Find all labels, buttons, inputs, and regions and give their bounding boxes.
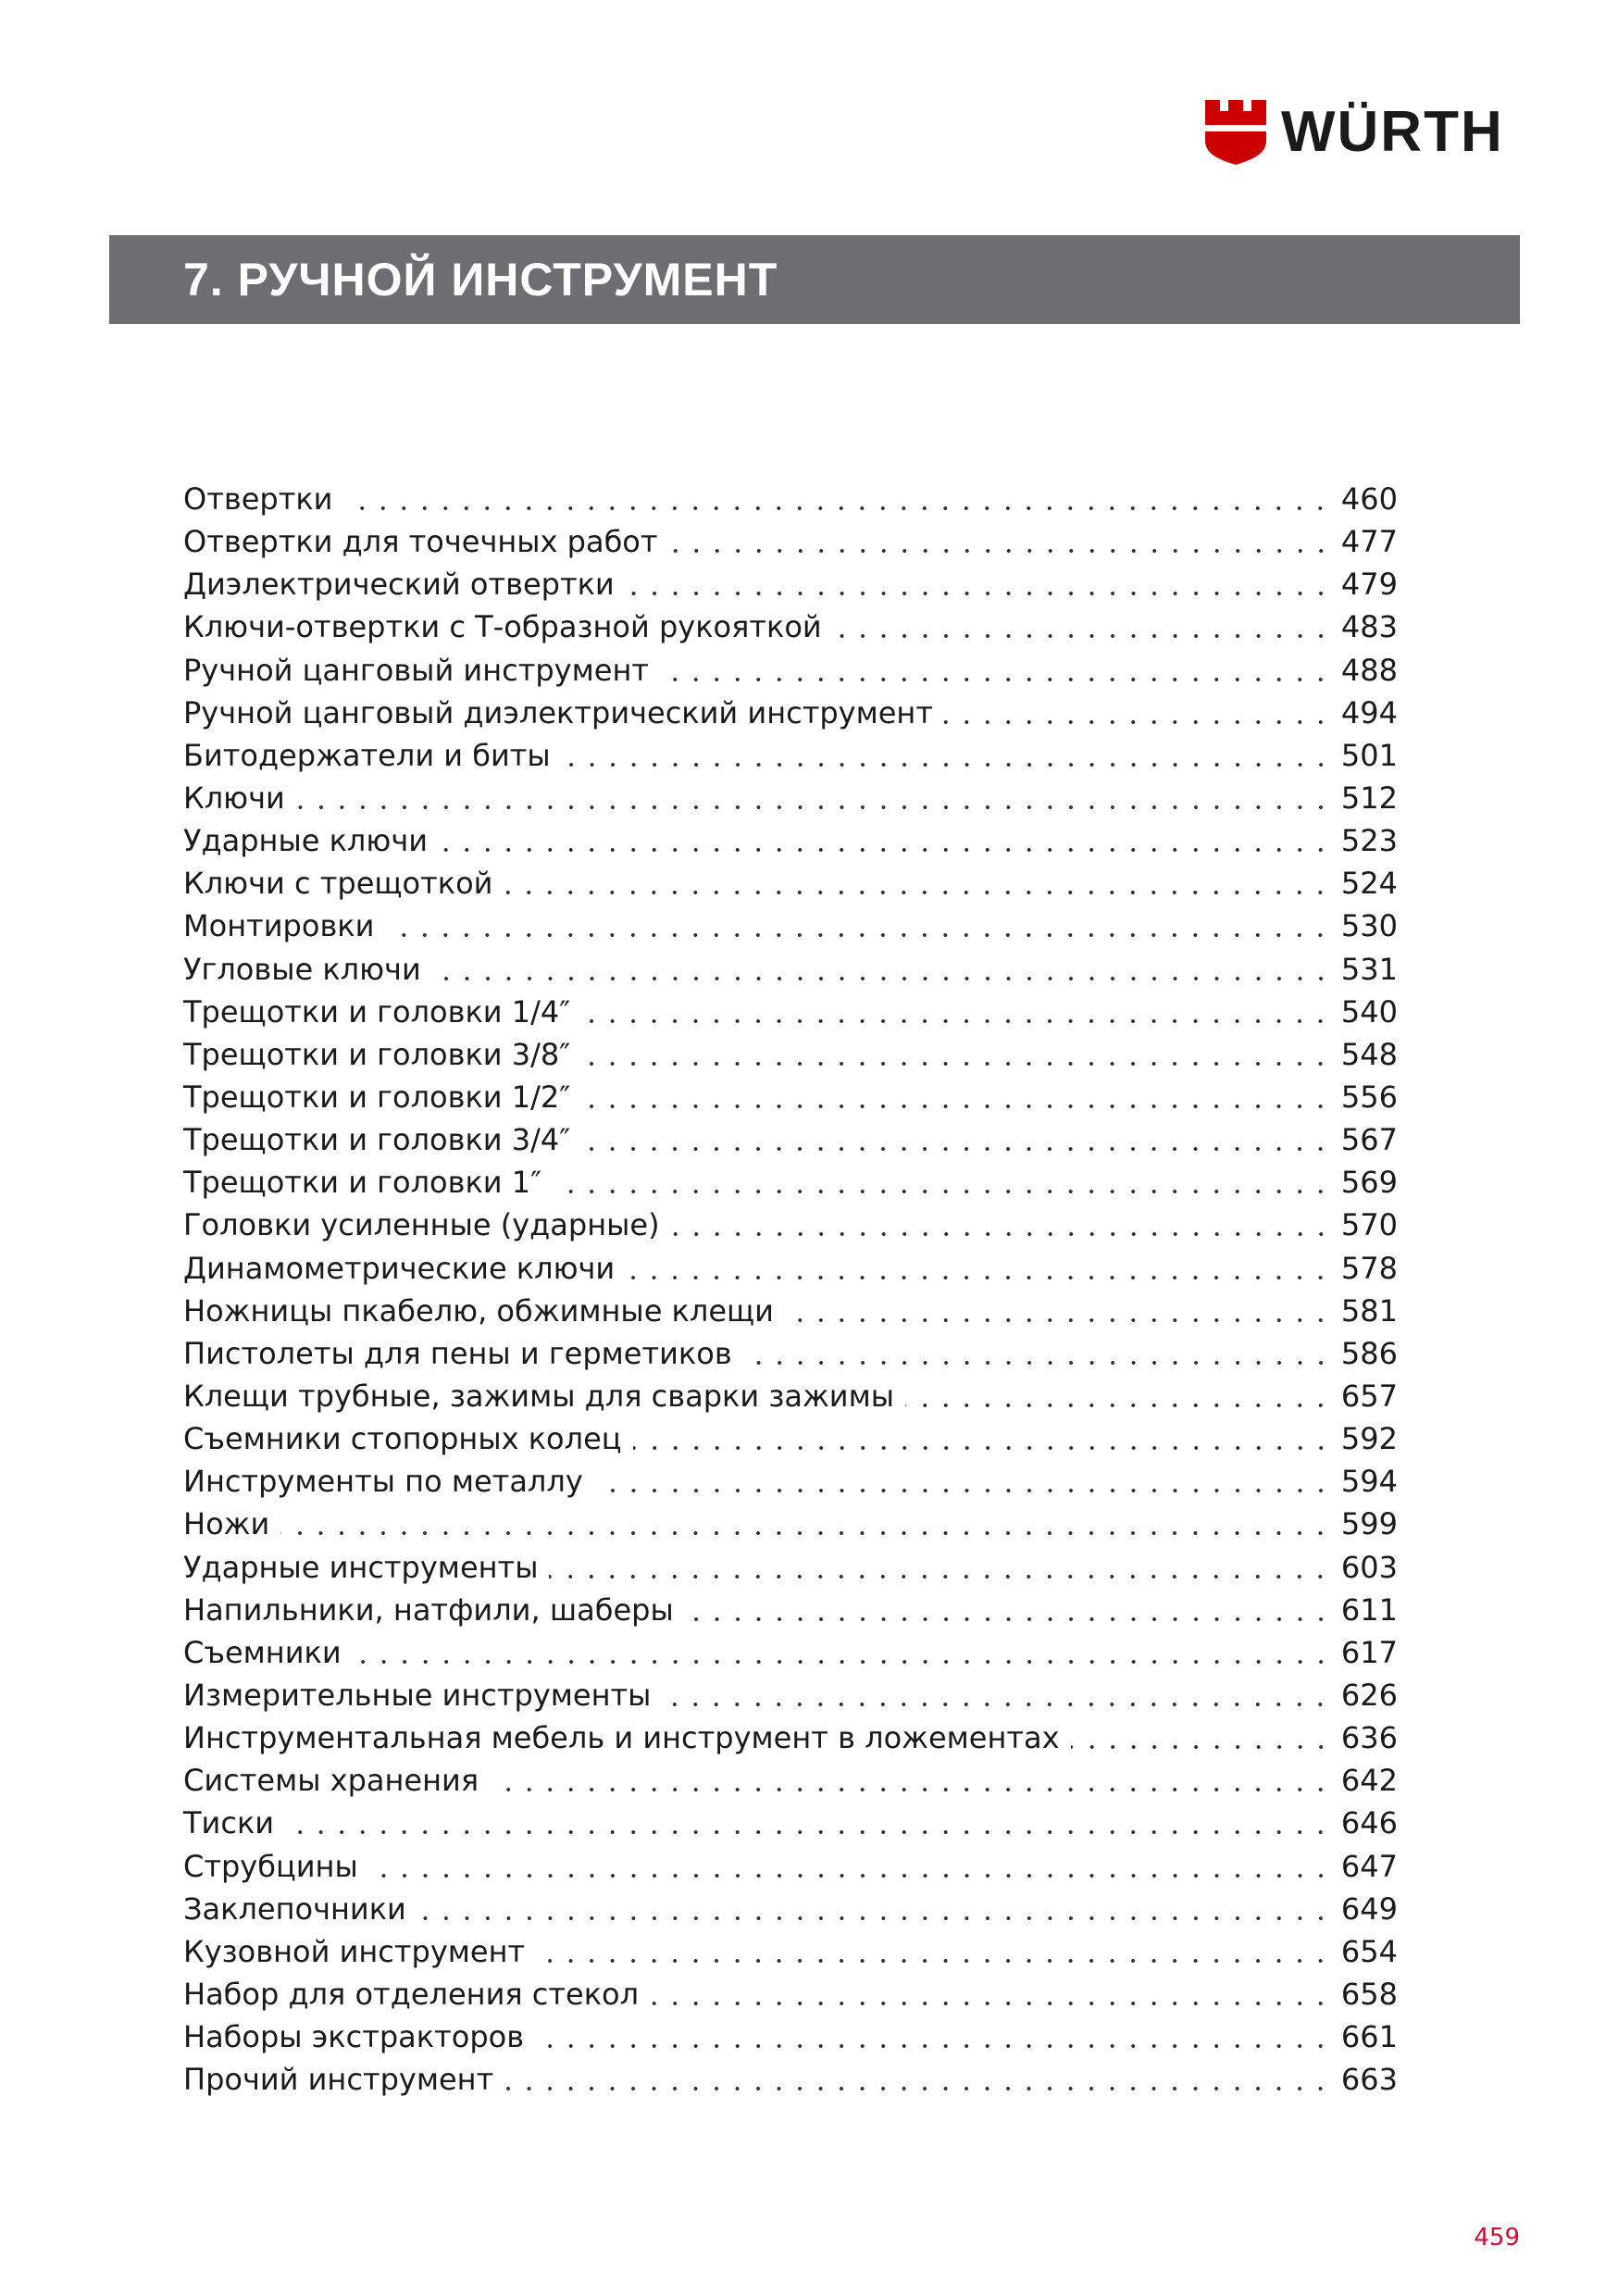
toc-entry-page: 483 [1340,609,1398,645]
toc-entry-label: Ударные инструменты [183,1549,539,1585]
toc-entry-page: 617 [1340,1634,1398,1670]
toc-dot-leader [833,634,1331,638]
toc-entry-page: 661 [1340,2019,1398,2055]
toc-entry[interactable] [183,1076,1398,1118]
toc-entry-page: 646 [1340,1805,1398,1841]
toc-entry-page: 460 [1340,481,1398,518]
toc-entry[interactable] [183,991,1398,1033]
toc-entry[interactable] [183,1375,1398,1417]
toc-entry-page: 479 [1340,567,1398,603]
toc-dot-leader [581,1104,1331,1108]
toc-dot-leader [369,1874,1331,1878]
toc-entry-page: 642 [1340,1763,1398,1799]
toc-entry-page: 501 [1340,737,1398,773]
toc-entry-page: 654 [1340,1933,1398,1969]
toc-entry[interactable] [183,777,1398,819]
toc-entry[interactable] [183,1674,1398,1716]
toc-dot-leader [685,1617,1331,1621]
toc-dot-leader [650,2002,1331,2005]
toc-dot-leader [535,2044,1331,2048]
toc-dot-leader [743,1361,1331,1365]
toc-entry-label: Монтировки [183,908,375,944]
toc-entry-label: Клещи трубные, зажимы для сварки зажимы [183,1379,894,1415]
toc-dot-leader [669,549,1331,553]
toc-dot-leader [549,1575,1331,1578]
toc-entry[interactable] [183,1930,1398,1973]
toc-entry-label: Ручной цанговый диэлектрический инструмент [183,694,933,730]
toc-entry-page: 658 [1340,1976,1398,2012]
page-number: 459 [1474,2224,1520,2252]
toc-entry[interactable] [183,1460,1398,1503]
toc-dot-leader [536,1959,1331,1963]
toc-entry[interactable] [183,862,1398,905]
toc-entry[interactable] [183,2058,1398,2101]
toc-entry[interactable] [183,649,1398,692]
toc-entry[interactable] [183,1589,1398,1631]
toc-entry-page: 556 [1340,1079,1398,1116]
toc-dot-leader [385,933,1331,937]
toc-entry[interactable] [183,1716,1398,1759]
toc-entry-label: Струбцины [183,1848,358,1884]
toc-entry[interactable] [183,1033,1398,1076]
toc-entry-label: Трещотки и головки 1/2″ [183,1079,571,1116]
toc-entry[interactable] [183,1631,1398,1674]
toc-dot-leader [343,506,1331,510]
toc-entry-label: Ударные ключи [183,823,429,859]
section-banner [109,235,1520,324]
toc-entry-page: 636 [1340,1720,1398,1756]
toc-entry-label: Инструментальная мебель и инструмент в ложементах [183,1720,1060,1756]
toc-entry[interactable] [183,1247,1398,1290]
toc-entry-label: Системы хранения [183,1763,479,1799]
toc-entry-page: 592 [1340,1421,1398,1457]
toc-entry-page: 570 [1340,1207,1398,1243]
toc-entry-label: Съемники стопорных колец [183,1421,622,1457]
toc-entry-label: Динамометрические ключи [183,1250,616,1286]
toc-entry[interactable] [183,1973,1398,2015]
toc-dot-leader [626,1276,1331,1279]
toc-entry-page: 647 [1340,1848,1398,1884]
toc-entry-page: 603 [1340,1549,1398,1585]
toc-dot-leader [633,1446,1331,1450]
toc-entry-label: Ножницы пкабелю, обжимные клещи [183,1292,774,1329]
toc-dot-leader [353,1660,1331,1664]
toc-entry-label: Съемники [183,1634,342,1670]
toc-entry-page: 626 [1340,1678,1398,1713]
toc-entry[interactable] [183,563,1398,605]
toc-entry-page: 531 [1340,951,1398,987]
toc-entry-page: 649 [1340,1890,1398,1927]
toc-entry-label: Тиски [183,1805,275,1841]
toc-entry[interactable] [183,1759,1398,1802]
toc-entry-label: Ключи с трещоткой [183,866,493,902]
toc-entry-page: 540 [1340,993,1398,1029]
toc-dot-leader [1071,1745,1331,1749]
toc-entry-label: Трещотки и головки 1/4″ [183,993,571,1029]
toc-entry[interactable] [183,1802,1398,1844]
toc-dot-leader [504,891,1331,894]
wurth-logo-icon [1205,100,1266,165]
toc-entry[interactable] [183,1503,1398,1545]
toc-entry-page: 548 [1340,1036,1398,1072]
toc-entry-page: 578 [1340,1250,1398,1286]
toc-dot-leader [280,1531,1331,1535]
toc-entry-label: Битодержатели и биты [183,737,551,773]
toc-entry-label: Прочий инструмент [183,2062,494,2098]
toc-entry[interactable] [183,605,1398,648]
toc-entry-label: Трещотки и головки 3/8″ [183,1036,571,1072]
toc-entry[interactable] [183,1888,1398,1930]
toc-entry-label: Отвертки для точечных работ [183,524,658,560]
section-title: 7. РУЧНОЙ ИНСТРУМЕНТ [183,254,778,306]
toc-entry-label: Диэлектрический отвертки [183,567,615,603]
toc-entry-page: 524 [1340,866,1398,902]
toc-dot-leader [504,2087,1331,2090]
toc-entry[interactable] [183,1332,1398,1375]
table-of-contents [183,478,1398,2101]
toc-entry-page: 523 [1340,823,1398,859]
toc-dot-leader [432,977,1331,980]
toc-dot-leader [439,848,1331,852]
toc-dot-leader [581,1062,1331,1066]
toc-dot-leader [905,1404,1331,1407]
toc-entry[interactable] [183,1161,1398,1204]
toc-dot-leader [285,1830,1331,1834]
toc-entry-page: 569 [1340,1165,1398,1201]
toc-entry[interactable] [183,734,1398,777]
toc-entry-label: Набор для отделения стекол [183,1976,640,2012]
toc-entry[interactable] [183,905,1398,947]
toc-entry-label: Трещотки и головки 3/4″ [183,1122,571,1158]
toc-entry-page: 494 [1340,694,1398,730]
toc-entry[interactable] [183,692,1398,734]
toc-entry-label: Кузовной инструмент [183,1933,526,1969]
toc-entry-page: 488 [1340,652,1398,688]
toc-entry-page: 657 [1340,1379,1398,1415]
toc-entry[interactable] [183,1546,1398,1589]
toc-dot-leader [660,678,1331,681]
toc-entry-page: 512 [1340,780,1398,817]
toc-entry[interactable] [183,520,1398,563]
toc-entry[interactable] [183,1845,1398,1888]
toc-entry-page: 567 [1340,1122,1398,1158]
wurth-logo [1205,100,1520,165]
toc-entry-label: Заклепочники [183,1890,406,1927]
toc-entry-label: Инструменты по металлу [183,1464,583,1500]
toc-entry-page: 477 [1340,524,1398,560]
toc-entry-label: Ручной цанговый инструмент [183,652,649,688]
toc-dot-leader [626,592,1331,595]
toc-dot-leader [671,1232,1331,1236]
toc-entry[interactable] [183,2015,1398,2058]
toc-dot-leader [581,1019,1331,1023]
toc-entry-label: Пистолеты для пены и герметиков [183,1335,732,1371]
toc-dot-leader [490,1788,1331,1791]
toc-entry[interactable] [183,1118,1398,1161]
toc-entry-label: Ключи-отвертки с Т-образной рукояткой [183,609,822,645]
toc-entry[interactable] [183,1417,1398,1460]
toc-dot-leader [296,805,1331,809]
toc-dot-leader [581,1147,1331,1151]
toc-entry-page: 530 [1340,908,1398,944]
toc-dot-leader [785,1318,1331,1322]
toc-dot-leader [553,1190,1331,1193]
toc-entry[interactable] [183,1204,1398,1246]
toc-entry-label: Головки усиленные (ударные) [183,1207,660,1243]
toc-entry-label: Ножи [183,1506,270,1542]
toc-entry-page: 594 [1340,1464,1398,1500]
toc-entry-label: Наборы экстракторов [183,2019,525,2055]
toc-entry[interactable] [183,478,1398,520]
toc-entry-label: Отвертки [183,481,333,518]
toc-entry-label: Трещотки и головки 1″ [183,1165,542,1201]
toc-entry-label: Напильники, натфили, шаберы [183,1591,674,1628]
toc-entry[interactable] [183,819,1398,862]
toc-entry-page: 581 [1340,1292,1398,1329]
toc-dot-leader [417,1916,1331,1920]
toc-dot-leader [594,1489,1331,1492]
toc-entry-label: Измерительные инструменты [183,1678,652,1713]
toc-entry-label: Ключи [183,780,285,817]
toc-entry-page: 663 [1340,2062,1398,2098]
toc-entry-page: 599 [1340,1506,1398,1542]
toc-dot-leader [562,763,1331,767]
toc-entry[interactable] [183,948,1398,991]
toc-dot-leader [944,720,1331,724]
logo-wordmark: WÜRTH [1281,100,1504,164]
toc-entry-page: 586 [1340,1335,1398,1371]
toc-entry-page: 611 [1340,1591,1398,1628]
toc-entry[interactable] [183,1290,1398,1332]
toc-entry-label: Угловые ключи [183,951,421,987]
toc-dot-leader [662,1703,1331,1706]
